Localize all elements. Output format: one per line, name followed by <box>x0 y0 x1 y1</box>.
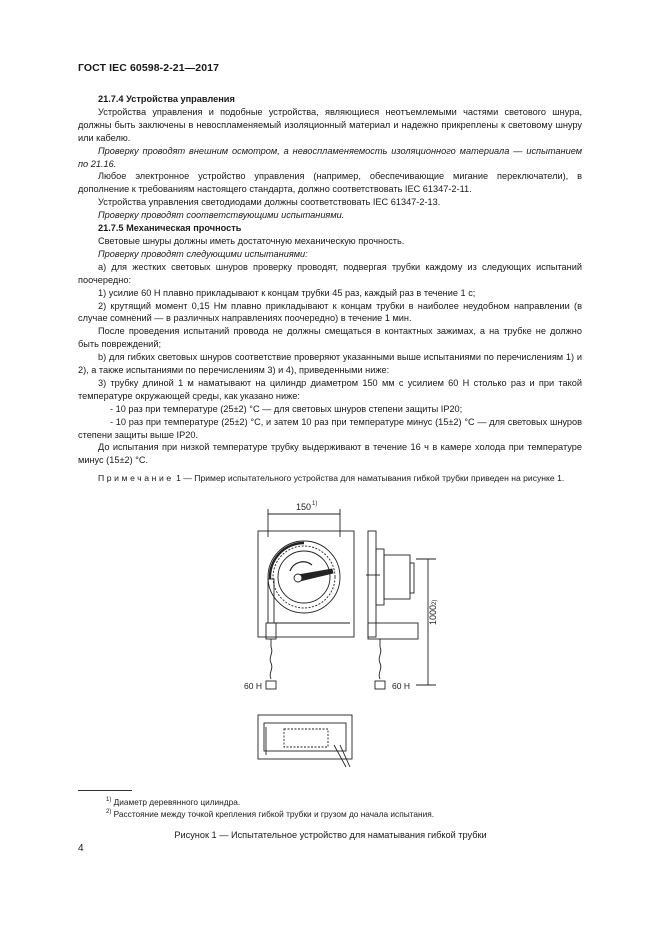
load-label-right: 60 Н <box>392 681 410 691</box>
load-label-left: 60 Н <box>244 681 262 691</box>
svg-text:1): 1) <box>312 501 318 507</box>
test-device-figure <box>240 497 450 787</box>
paragraph: а) для жестких световых шнуров проверку проводят, подвергая трубки каждому из следующих испытаний поочередно: <box>78 261 582 285</box>
note-label: Примечание <box>98 473 174 484</box>
side-view-board <box>368 531 376 637</box>
section-heading-21-7-5: 21.7.5 Механическая прочность <box>98 223 242 234</box>
note <box>78 472 582 485</box>
paragraph-check: Проверку проводят следующими испытаниями: <box>98 248 308 259</box>
weight-right <box>375 681 385 689</box>
list-item: - 10 раз при температуре (25±2) °С — для световых шнуров степени защиты IP20; <box>110 403 463 414</box>
dimension-label-length: 1000 <box>428 604 438 625</box>
dimension-label-diameter: 150 <box>296 502 312 512</box>
list-item: - 10 раз при температуре (25±2) °С, и затем 10 раз при температуре минус (15±2) °С — для световых шнуров степени защиты выше IP20. <box>78 416 582 440</box>
paragraph: После проведения испытаний провода не должны смещаться в контактных зажимах, а на трубке не должно быть повреждений; <box>78 326 582 350</box>
footnote-divider <box>78 790 132 791</box>
footnote-1: $^{1)}$ Диаметр деревянного цилиндра. <box>106 797 241 807</box>
body-text <box>78 93 582 485</box>
paragraph: Световые шнуры должны иметь достаточную механическую прочность. <box>98 235 405 246</box>
note-text: 1 — Пример испытательного устройства для наматывания гибкой трубки приведен на рисунке 1. <box>176 473 565 484</box>
weight-left <box>266 681 276 689</box>
section-heading-21-7-4: 21.7.4 Устройства управления <box>98 94 235 104</box>
document-header: ГОСТ IEC 60598-2-21—2017 <box>78 62 220 74</box>
list-item: 2) крутящий момент 0,15 Нм плавно прикладывают к концам трубки в наиболее неудобном направлении (в случае сомнений — в различных направлениях поочередно) в течение 1 мин. <box>78 300 582 324</box>
paragraph-check: Проверку проводят внешним осмотром, а невоспламеняемость изоляционного материала — испытанием по 21.16. <box>78 145 582 169</box>
list-item: 1) усилие 60 Н плавно прикладывают к концам трубки 45 раз, каждый раз в течение 1 с; <box>98 287 476 298</box>
figure-caption: Рисунок 1 — Испытательное устройство для наматывания гибкой трубки <box>174 830 487 840</box>
paragraph-check: Проверку проводят соответствующими испытаниями. <box>98 210 345 221</box>
svg-text:2): 2) <box>432 599 438 605</box>
footnote-2: $^{2)}$ Расстояние между точкой крепления гибкой трубки и грузом до начала испытания. <box>106 809 434 819</box>
paragraph: Любое электронное устройство управления (например, обеспечивающие мигание переключатели), в дополнение к требованиям настоящего стандарта, должно соответствовать IEC 61347-2-11. <box>78 171 582 195</box>
paragraph: До испытания при низкой температуре трубку выдерживают в течение 16 ч в камере холода при температуре минус (15±2) °С. <box>78 442 582 466</box>
page-number: 4 <box>78 843 84 854</box>
paragraph: b) для гибких световых шнуров соответствие проверяют указанными выше испытаниями по перечислениям 1) и 2), а также испытаниями по перечислениям 3) и 4), приведенными ниже: <box>78 352 582 376</box>
paragraph: Устройства управления светодиодами должны соответствовать IEC 61347-2-13. <box>98 197 441 208</box>
list-item: 3) трубку длиной 1 м наматывают на цилиндр диаметром 150 мм с усилием 60 Н столько раз и при такой температуре окружающей среды, как указано ниже: <box>78 377 582 401</box>
paragraph: Устройства управления и подобные устройства, являющиеся неотъемлемыми частями светового шнура, должны быть заключены в невоспламеняемый изоляционный материал и надежно прикреплены к световому шнуру или кабелю. <box>78 106 582 143</box>
